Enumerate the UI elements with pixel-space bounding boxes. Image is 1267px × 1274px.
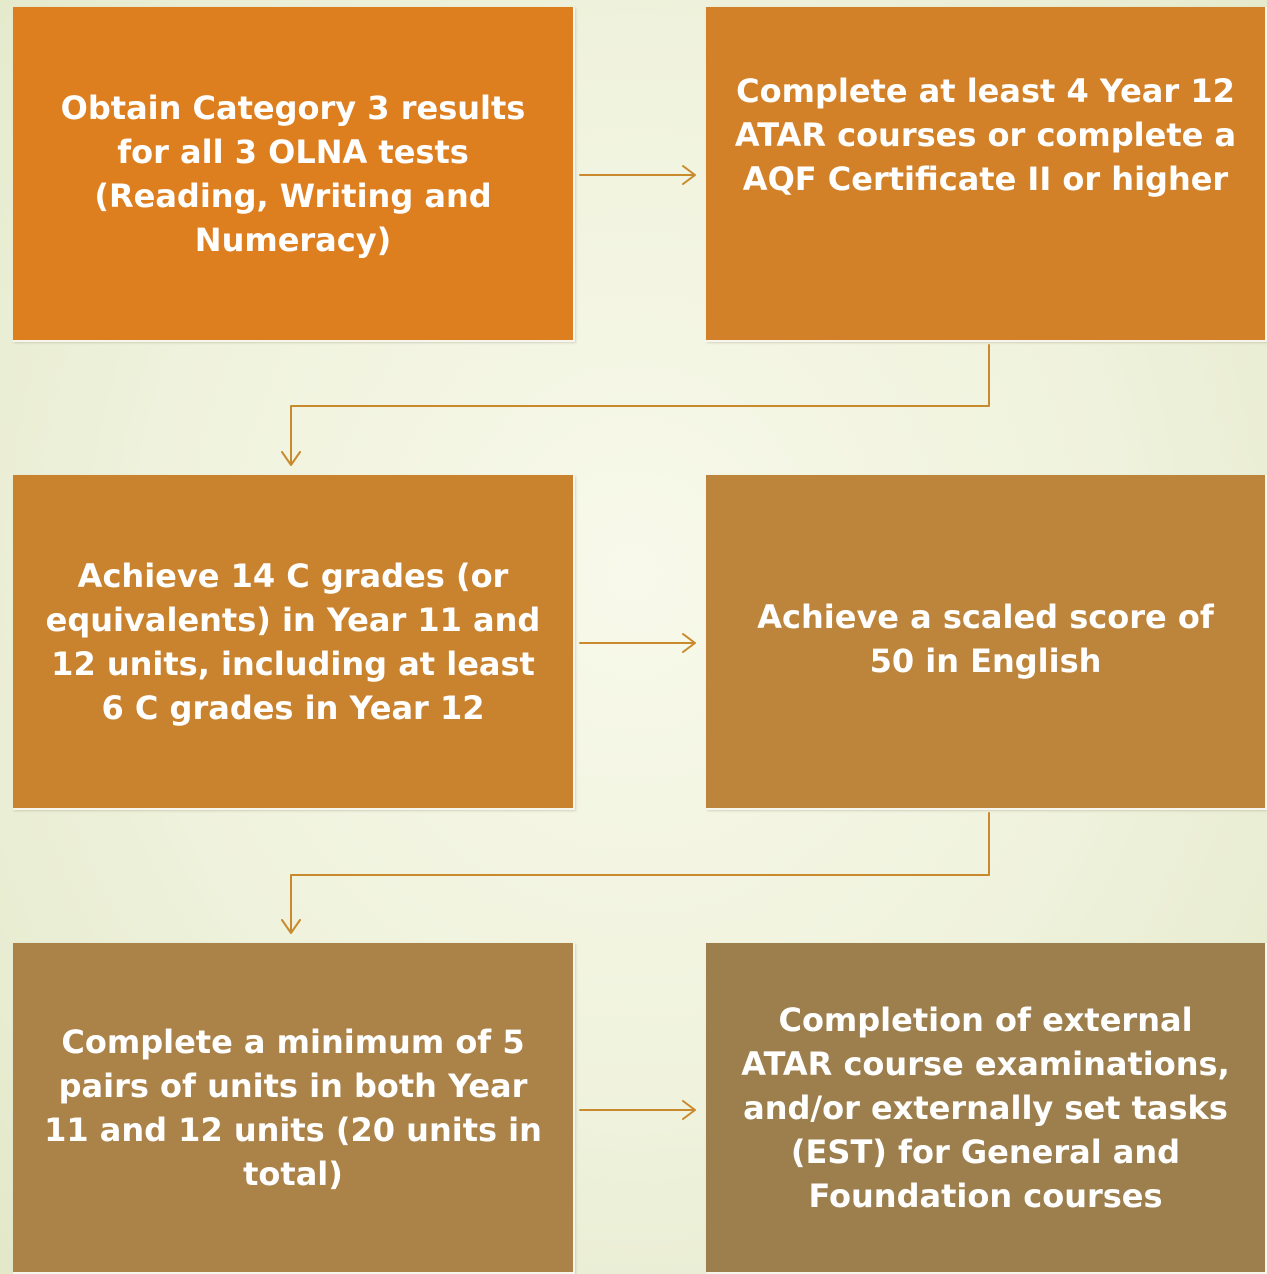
step-3-text: Achieve 14 C grades (or equivalents) in Year 11 and 12 units, including at least 6 C grades in Year 12: [45, 556, 541, 727]
step-2-text: Complete at least 4 Year 12 ATAR courses or complete a AQF Certificate II or higher: [734, 72, 1237, 198]
step-5-box: [13, 943, 575, 1274]
arrow-step5-to-step6: [580, 1101, 695, 1119]
arrow-step3-to-step4: [580, 634, 695, 652]
step-3-box: [13, 475, 575, 810]
step-6-text: Completion of external ATAR course examinations, and/or externally set tasks (EST) for General and Foundation courses: [741, 1000, 1230, 1215]
step-4-text: Achieve a scaled score of 50 in English: [757, 598, 1214, 680]
step-2-box: [706, 7, 1267, 342]
step-1-box: [13, 7, 575, 342]
elbow-arrow-step4-to-step5: [282, 813, 989, 933]
step-1-text: Obtain Category 3 results for all 3 OLNA tests (Reading, Writing and Numeracy): [60, 88, 526, 259]
step-6-box: [706, 943, 1267, 1274]
step-4-box: [706, 475, 1267, 810]
arrow-step1-to-step2: [580, 166, 695, 184]
elbow-arrow-step2-to-step3: [282, 345, 989, 465]
step-5-text: Complete a minimum of 5 pairs of units in both Year 11 and 12 units (20 units in total): [44, 1022, 542, 1193]
